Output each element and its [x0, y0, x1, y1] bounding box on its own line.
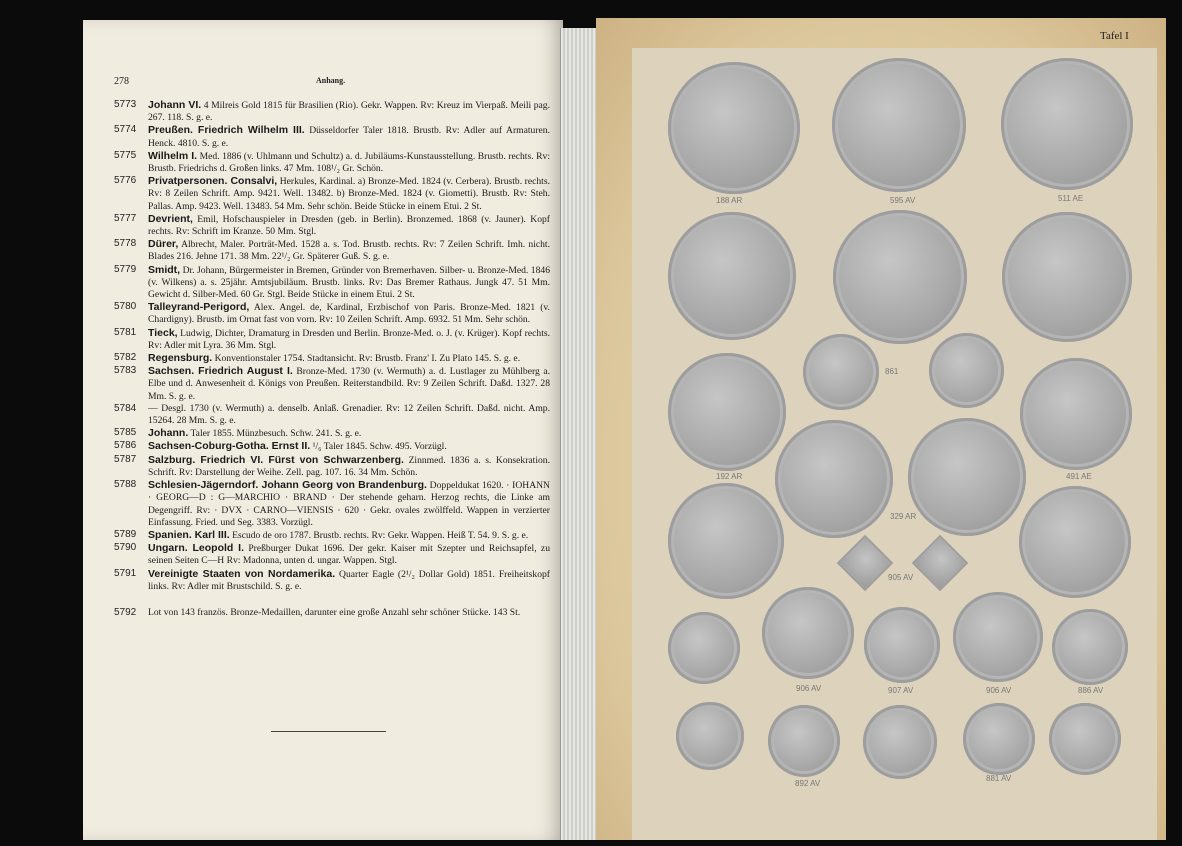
- catalog-entry: [114, 150, 550, 175]
- lot-title: Regensburg.: [148, 352, 213, 365]
- catalog-entry: [114, 607, 550, 619]
- catalog-entry: [114, 568, 550, 593]
- catalog-entry: [114, 99, 550, 124]
- lot-number: 5791: [114, 567, 137, 579]
- catalog-entry: [114, 479, 550, 529]
- coin-image: [775, 420, 893, 538]
- coin-label: 892 AV: [795, 779, 821, 788]
- lot-title: Sachsen. Friedrich August I.: [148, 365, 293, 378]
- lot-number: 5779: [114, 263, 137, 275]
- coin-label: 905 AV: [888, 573, 914, 582]
- lot-description: Herkules, Kardinal. a) Bronze-Med. 1824 (v. Cerbera). Brustb. rechts. Rv: 8 Zeilen Schrift. Amp. 9421. Well. 13482. b) Bronze-Med. 1824 (v. Giometti). Brustb. Rv: Steh. Pallas. Amp. 9423. Well. 13483. 54 Mm. Sehr schön. Beide Stücke in einem Etui. 2 St.: [148, 176, 550, 212]
- coin-image: [668, 212, 796, 340]
- coin-image: [668, 353, 786, 471]
- lot-number: 5785: [114, 427, 137, 439]
- lot-description: Ludwig, Dichter, Dramaturg in Dresden und Berlin. Bronze-Med. o. J. (v. Krüger). Kopf rechts. Rv: Adler mit Lyra. 36 Mm. Stgl.: [148, 327, 550, 351]
- lot-number: 5787: [114, 453, 137, 465]
- coin-image: [1019, 486, 1131, 598]
- coin-label: 881 AV: [986, 774, 1012, 783]
- footer-rule: [271, 731, 386, 732]
- lot-description: 4 Milreis Gold 1815 für Brasilien (Rio). Gekr. Wappen. Rv: Kreuz im Vierpaß. Meili pag. 267. 118. S. g. e.: [148, 100, 551, 124]
- coin-image: [929, 333, 1004, 408]
- coin-label: 595 AV: [890, 196, 916, 205]
- catalog-entry: [114, 403, 550, 427]
- catalog-entry: [114, 238, 550, 263]
- catalog-entry: [114, 454, 550, 479]
- coin-image: [668, 62, 800, 194]
- lot-title: Salzburg. Friedrich VI. Fürst von Schwarzenberg.: [148, 453, 404, 466]
- lot-number: 5789: [114, 528, 137, 540]
- lot-number: 5781: [114, 326, 137, 338]
- coin-label: 192 AR: [716, 472, 743, 481]
- lot-title: Privatpersonen. Consalvi,: [148, 175, 278, 188]
- coin-image: [833, 210, 967, 344]
- catalog-entry: [114, 427, 550, 440]
- lot-title: Schlesien-Jägerndorf. Johann Georg von Brandenburg.: [148, 479, 427, 492]
- catalog-entry: [114, 352, 550, 365]
- lot-description: Emil, Hofschauspieler in Dresden (geb. in Berlin). Bronzemed. 1868 (v. Jauner). Kopf rechts. Rv: Schrift im Kranze. 50 Mm. Stgl.: [148, 213, 550, 238]
- lot-title: Devrient,: [148, 212, 193, 225]
- coin-image: [768, 705, 840, 777]
- lot-title: Ungarn. Leopold I.: [148, 542, 244, 555]
- lot-description: — Desgl. 1730 (v. Wermuth) a. denselb. Anlaß. Grenadier. Rv: 12 Zeilen Schrift. Daßd. nicht. Amp. 15264. 28 Mm. S. g. e.: [148, 402, 550, 427]
- coin-image: [1020, 358, 1132, 470]
- catalog-entry: [114, 327, 550, 352]
- coin-label: 511 AE: [1058, 194, 1084, 203]
- book-gutter: [560, 28, 600, 840]
- lot-description: Konventionstaler 1754. Stadtansicht. Rv: Brustb. Franz' I. Zu Plato 145. S. g. e.: [212, 353, 521, 365]
- lot-title: Johann.: [148, 427, 189, 440]
- catalog-entry: [114, 175, 550, 213]
- lot-number: 5774: [114, 124, 137, 136]
- lot-number: 5775: [114, 149, 137, 161]
- catalog-entry: [114, 529, 550, 542]
- coin-label: 188 AR: [716, 196, 743, 205]
- plate-title: Tafel I: [1100, 30, 1129, 42]
- lot-description: Lot von 143 französ. Bronze-Medaillen, darunter eine große Anzahl sehr schöner Stücke. 143 St.: [148, 606, 521, 618]
- coin-label: 886 AV: [1078, 686, 1104, 695]
- coin-label: 329 AR: [890, 512, 917, 521]
- lot-title: Preußen. Friedrich Wilhelm III.: [148, 124, 305, 137]
- lot-description: Med. 1886 (v. Uhlmann und Schultz) a. d. Jubiläums-Kunstausstellung. Brustb. rechts. Rv: Brustb. Friedrichs d. Großen links. 47 Mm. 108¹/₂ Gr. Schön.: [148, 150, 550, 175]
- coin-image: [953, 592, 1043, 682]
- lot-description: Doppeldukat 1620. · IOHANN · GEORG—D : G—MARCHIO · BRAND · Der stehende geharn. Herzog rechts, die Linke am Degengriff. Rv: · DVX · CARNO—VIENSIS · 620 · Gekr. ovales zwölffeld. Wappen in verzierter Einfassung. Fried. und Seg. 3383. Vorzügl.: [148, 480, 550, 528]
- lot-description: ¹/₆ Taler 1845. Schw. 495. Vorzügl.: [310, 441, 447, 453]
- coin-image: [908, 418, 1026, 536]
- coin-image: [668, 612, 740, 684]
- lot-number: 5784: [114, 402, 137, 414]
- lot-number: 5786: [114, 440, 137, 452]
- lot-title: Wilhelm I.: [148, 149, 198, 162]
- coin-label: 907 AV: [888, 686, 914, 695]
- catalog-entry: [114, 213, 550, 238]
- catalog-entry: [114, 264, 550, 302]
- lot-number: 5780: [114, 301, 137, 313]
- lot-description: Zinnmed. 1836 a. s. Konsekration. Schrift. Rv: Darstellung der Weihe. Zell. pag. 107. 16. 34 Mm. Schön.: [148, 454, 550, 478]
- lot-number: 5778: [114, 238, 137, 250]
- catalog-entry: [114, 542, 550, 567]
- coin-image: [963, 703, 1035, 775]
- coin-image: [864, 607, 940, 683]
- lot-title: Tieck,: [148, 326, 178, 339]
- coin-image: [676, 702, 744, 770]
- lot-description: Escudo de oro 1787. Brustb. rechts. Rv: Gekr. Wappen. Heiß T. 54. 9. S. g. e.: [229, 529, 529, 541]
- lot-number: 5783: [114, 365, 137, 377]
- lot-description: Quarter Eagle (2¹/₂ Dollar Gold) 1851. Freiheitskopf links. Rv: Adler mit Brustschild. S. g. e.: [148, 568, 550, 592]
- lot-number: 5792: [114, 606, 137, 618]
- lot-description: Bronze-Med. 1730 (v. Wermuth) a. d. Lustlager zu Mühlberg a. Elbe und d. Anwesenheit d. Königs von Preußen. Reiterstandbild. Rv: 9 Zeilen Schrift. Daßd. 1327. 28 Mm. S. g. e.: [148, 366, 550, 402]
- lot-title: Vereinigte Staaten von Nordamerika.: [148, 567, 336, 580]
- coin-image: [863, 705, 937, 779]
- lot-title: Spanien. Karl III.: [148, 528, 230, 541]
- catalog-entry: [114, 301, 550, 326]
- catalog-entry: [114, 365, 550, 403]
- coin-image: [832, 58, 966, 192]
- coin-image: [668, 483, 784, 599]
- coin-label: 491 AE: [1066, 472, 1092, 481]
- lot-description: Preßburger Dukat 1696. Der gekr. Kaiser mit Szepter und Reichsapfel, zu seinen Seiten C—H Rv: Madonna, unten d. ungar. Wappen. Stgl.: [148, 543, 550, 567]
- page-number: 278: [114, 76, 129, 87]
- lot-title: Dürer,: [148, 238, 179, 251]
- coin-image: [1052, 609, 1128, 685]
- coin-image: [762, 587, 854, 679]
- coin-label: 906 AV: [986, 686, 1012, 695]
- coin-image: [1049, 703, 1121, 775]
- lot-number: 5773: [114, 99, 137, 110]
- lot-description: Dr. Johann, Bürgermeister in Bremen, Gründer von Bremerhaven. Silber- u. Bronze-Med. 1846 (v. Wilkens) a. s. 25jähr. Amtsjubiläum. Brustb. links. Rv: Das Bremer Rathaus. Jungk 47. 51 Mm. Gewicht d. Silber-Med. 60 Gr. Stgl. Beide Stücke in einem Etui. 2 St.: [148, 264, 550, 301]
- lot-title: Talleyrand-Perigord,: [148, 301, 250, 314]
- lot-description: Alex. Angel. de, Kardinal, Erzbischof von Paris. Bronze-Med. 1821 (v. Chardigny). Brustb. im Ornat fast von vorn. Rv: 10 Zeilen Schrift. Amp. 6932. 51 Mm. Sehr schön.: [148, 302, 550, 326]
- lot-description: Düsseldorfer Taler 1818. Brustb. Rv: Adler auf Armaturen. Henck. 4810. S. g. e.: [148, 125, 550, 149]
- lot-number: 5790: [114, 542, 137, 554]
- catalog-entries: [114, 99, 550, 619]
- lot-description: Albrecht, Maler. Porträt-Med. 1528 a. s. Tod. Brustb. rechts. Rv: 7 Zeilen Schrift. Imh. nicht. Blades 216. Jehne 171. 38 Mm. 22¹/₂ Gr. Späterer Guß. S. g. e.: [148, 239, 550, 263]
- coin-image: [1002, 212, 1132, 342]
- catalog-entry: [114, 440, 550, 453]
- lot-title: Johann VI.: [148, 99, 202, 111]
- lot-number: 5777: [114, 212, 137, 224]
- coin-image: [803, 334, 879, 410]
- lot-number: 5782: [114, 352, 137, 364]
- coin-label: 906 AV: [796, 684, 822, 693]
- catalog-entry: [114, 124, 550, 149]
- coin-label: 861: [885, 367, 899, 376]
- lot-description: Taler 1855. Münzbesuch. Schw. 241. S. g. e.: [188, 428, 362, 440]
- lot-number: 5776: [114, 175, 137, 187]
- coin-image: [1001, 58, 1133, 190]
- running-head: Anhang.: [316, 76, 346, 85]
- lot-number: 5788: [114, 479, 137, 491]
- lot-title: Sachsen-Coburg-Gotha. Ernst II.: [148, 440, 311, 453]
- lot-title: Smidt,: [148, 263, 181, 276]
